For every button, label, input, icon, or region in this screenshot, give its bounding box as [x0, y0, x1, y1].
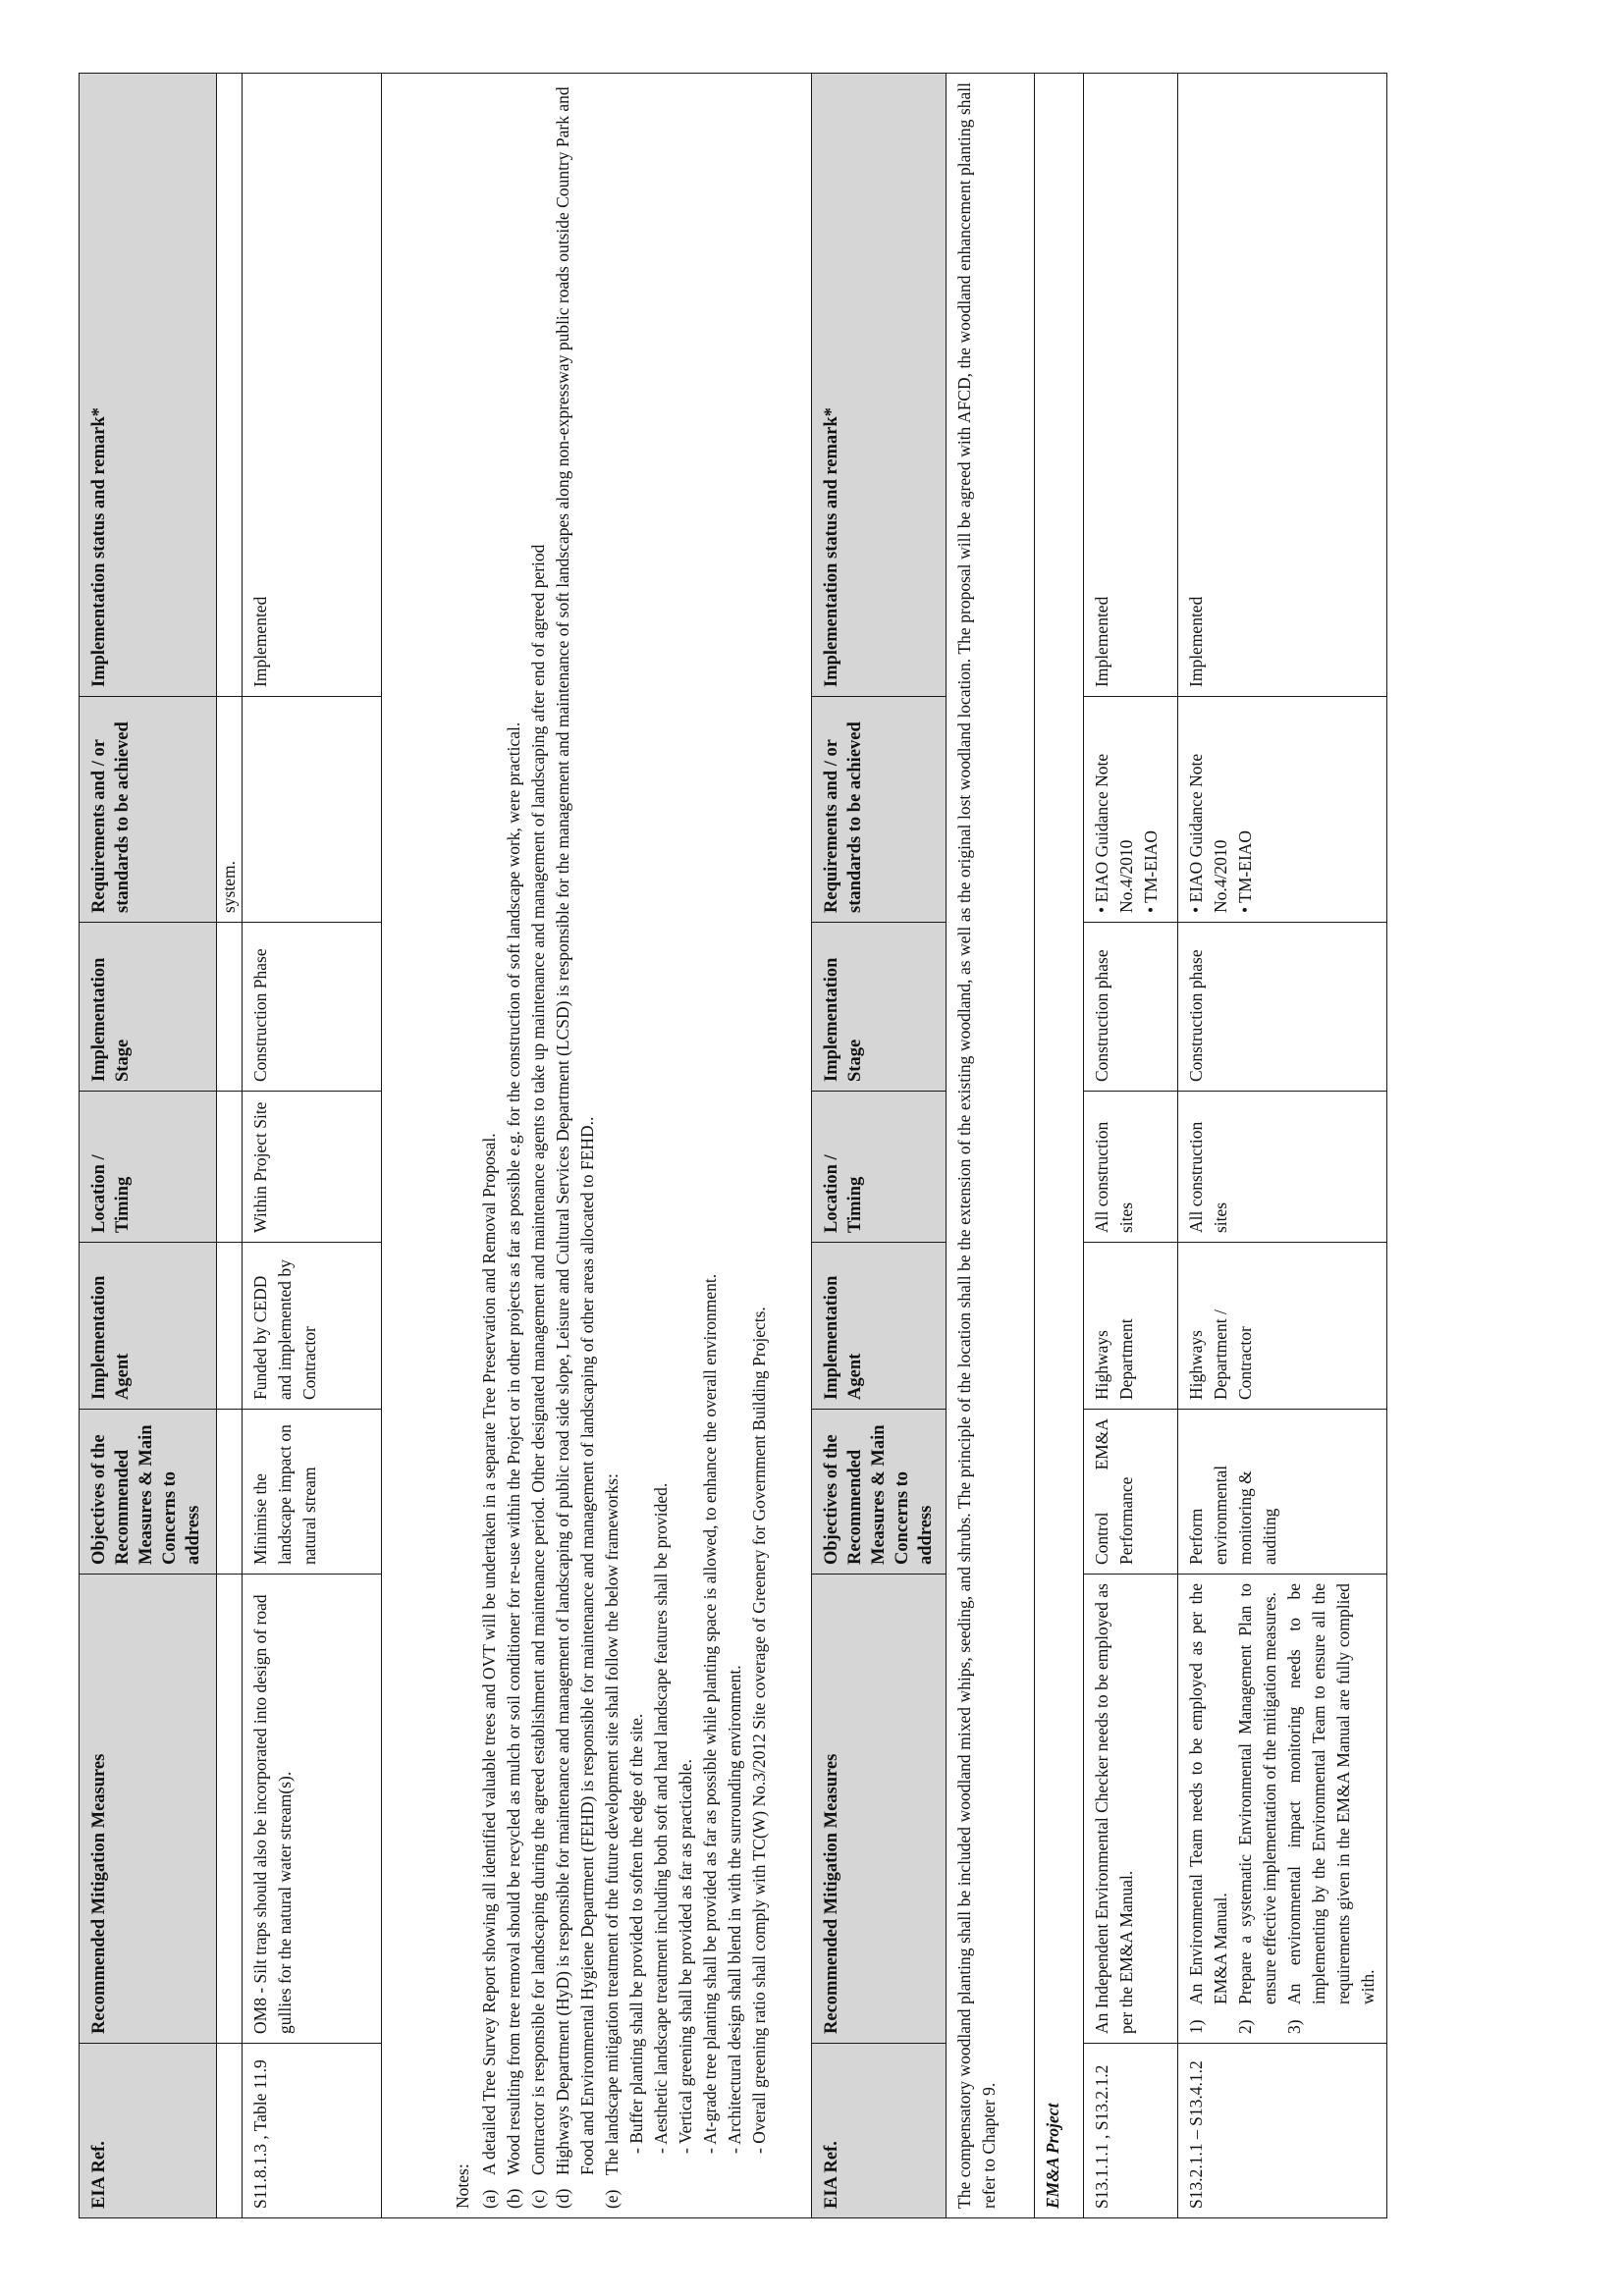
agent-cell: Funded by CEDD and implemented by Contractor	[243, 1243, 382, 1410]
note-text: A detailed Tree Survey Report showing all identified valuable trees and OVT will be undertaken in a separate Tree Preservation and Removal Proposal.	[479, 1133, 499, 2175]
requirement-item: • TM-EIAO	[1141, 829, 1161, 913]
blank-cell	[217, 1092, 243, 1243]
measure-cell: An Independent Environmental Checker needs to be employed as per the EM&A Manual.	[1084, 1575, 1178, 2044]
measure-number: 1)	[1186, 2019, 1206, 2034]
measure-text: Prepare a systematic Environmental Management Plan to ensure effective implementation of the mitigation measures.	[1235, 1583, 1279, 2004]
table-row	[1178, 74, 1387, 2218]
agent-cell: Highways Department	[1084, 1243, 1178, 1410]
framework-item: - Buffer planting shall be provided to soften the edge of the site.	[626, 1713, 646, 2154]
note-label: (b)	[504, 2188, 523, 2209]
framework-item: - Architectural design shall blend in with the surrounding environment.	[725, 1665, 744, 2154]
measure-text: An environmental impact monitoring needs to be implementing by the Environmental Team to ensure all the requirements given in the EM&A Manual are fully complied with.	[1284, 1583, 1378, 2004]
header-requirements: Requirements and / or standards to be achieved	[80, 697, 217, 923]
measure-text: An Environmental Team needs to be employed as per the EM&A Manual.	[1186, 1583, 1230, 2004]
location-cell: All construction sites	[1178, 1092, 1387, 1243]
table-row	[1084, 74, 1178, 2218]
framework-list	[624, 82, 772, 2209]
table-header-row	[80, 74, 217, 2218]
note-label: (c)	[528, 2189, 548, 2209]
objectives-cell: Control EM&A Performance	[1084, 1410, 1178, 1575]
measure-cell: OM8 - Silt traps should also be incorporated into design of road gullies for the natural water stream(s).	[243, 1575, 382, 2044]
note-label: (d)	[553, 2188, 572, 2209]
requirements-cell	[1178, 697, 1387, 923]
note-c	[526, 82, 551, 2209]
note-d	[551, 82, 600, 2209]
framework-item: - Overall greening ratio shall comply with TC(W) No.3/2012 Site coverage of Greenery for Government Building Projects.	[749, 1307, 769, 2154]
requirements-cell	[1084, 697, 1178, 923]
note-label: (e)	[602, 2189, 622, 2209]
numbered-measure	[1233, 1583, 1282, 2034]
eia-ref-cell: S13.2.1.1 – S13.4.1.2	[1178, 2044, 1387, 2218]
notes-heading: Notes:	[453, 2163, 472, 2209]
table-header-row-repeat	[812, 74, 947, 2218]
header-location: Location / Timing	[80, 1092, 217, 1243]
blank-cell	[217, 1410, 243, 1575]
numbered-measure	[1184, 1583, 1233, 2034]
requirement-item: • EIAO Guidance Note No.4/2010	[1186, 753, 1230, 913]
header-stage: Implementation Stage	[812, 923, 947, 1092]
stage-cell: Construction phase	[1178, 923, 1387, 1092]
location-cell: Within Project Site	[243, 1092, 382, 1243]
numbered-measure	[1282, 1583, 1380, 2034]
objectives-cell: Minimise the landscape impact on natural stream	[243, 1410, 382, 1575]
header-stage: Implementation Stage	[80, 923, 217, 1092]
header-location: Location / Timing	[812, 1092, 947, 1243]
woodland-note: The compensatory woodland planting shall be included woodland mixed whips, seeding, and shrubs. The principle of the location shall be the extension of the existing woodland, as well as the original lost woodland location. The proposal will be agreed with AFCD, the woodland enhancement planting shall refer to Chapter 9.	[947, 74, 1035, 2218]
note-text: Contractor is responsible for landscaping during the agreed establishment and maintenance period. Other designated management and maintenance agents to take up maintenance and management of landscaping after end of agreed period	[528, 544, 548, 2175]
measure-number: 3)	[1284, 2019, 1304, 2034]
blank-cell	[217, 1575, 243, 2044]
measure-number: 2)	[1235, 2019, 1255, 2034]
framework-item: - At-grade tree planting shall be provided as far as possible while planting space is allowed, to enhance the overall environment.	[700, 1273, 720, 2154]
status-cell: Implemented	[243, 74, 382, 697]
woodland-note-row	[947, 74, 1035, 2218]
header-eia-ref: EIA Ref.	[812, 2044, 947, 2218]
header-objectives: Objectives of the Recommended Measures & Main Concerns to address	[80, 1410, 217, 1575]
table-row	[217, 74, 243, 2218]
stage-cell: Construction Phase	[243, 923, 382, 1092]
measure-cell	[1178, 1575, 1387, 2044]
notes-row	[382, 74, 812, 2218]
blank-cell	[217, 1243, 243, 1410]
notes-cell	[382, 74, 812, 2218]
eia-ref-cell: S13.1.1.1 , S13.2.1.2	[1084, 2044, 1178, 2218]
blank-cell	[217, 74, 243, 697]
rotated-landscape-page	[79, 74, 1497, 2218]
blank-cell	[217, 923, 243, 1092]
requirement-item: • EIAO Guidance Note No.4/2010	[1092, 753, 1136, 913]
status-cell: Implemented	[1084, 74, 1178, 697]
header-requirements: Requirements and / or standards to be achieved	[812, 697, 947, 923]
note-text: The landscape mitigation treatment of the future development site shall follow the below frameworks:	[602, 1473, 622, 2175]
eia-ref-cell: S11.8.1.3 , Table 11.9	[243, 2044, 382, 2218]
carry-over-requirements: system.	[217, 697, 243, 923]
note-b	[502, 82, 526, 2209]
blank-cell	[217, 2044, 243, 2218]
status-cell: Implemented	[1178, 74, 1387, 697]
location-cell: All construction sites	[1084, 1092, 1178, 1243]
note-text: Wood resulting from tree removal should be recycled as mulch or soil conditioner for re-use within the Project or in other projects as far as possible e.g. for the construction of soft landscape work, were practical.	[504, 721, 523, 2175]
section-title-row	[1035, 74, 1084, 2218]
note-label: (a)	[479, 2189, 499, 2209]
framework-item: - Vertical greening shall be provided as far as practicable.	[676, 1758, 695, 2154]
note-a	[477, 82, 502, 2209]
section-title: EM&A Project	[1035, 74, 1084, 2218]
table-row	[243, 74, 382, 2218]
header-status: Implementation status and remark*	[812, 74, 947, 697]
stage-cell: Construction phase	[1084, 923, 1178, 1092]
agent-cell: Highways Department / Contractor	[1178, 1243, 1387, 1410]
header-agent: Implementation Agent	[812, 1243, 947, 1410]
header-eia-ref: EIA Ref.	[80, 2044, 217, 2218]
framework-item: - Aesthetic landscape treatment including both soft and hard landscape features shall be provided.	[651, 1482, 671, 2154]
header-agent: Implementation Agent	[80, 1243, 217, 1410]
header-measures: Recommended Mitigation Measures	[80, 1575, 217, 2044]
requirements-cell	[243, 697, 382, 923]
objectives-cell: Perform environmental monitoring & auditing	[1178, 1410, 1387, 1575]
mitigation-measures-table	[79, 73, 1387, 2218]
header-objectives: Objectives of the Recommended Measures & Main Concerns to address	[812, 1410, 947, 1575]
header-status: Implementation status and remark*	[80, 74, 217, 697]
header-measures: Recommended Mitigation Measures	[812, 1575, 947, 2044]
requirement-item: • TM-EIAO	[1235, 829, 1255, 913]
note-e	[600, 82, 624, 2209]
note-text: Highways Department (HyD) is responsible for maintenance and management of landscaping of public road side slope, Leisure and Cultural Services Department (LCSD) is responsible for the management and maintenance of soft landscapes along non-expressway public roads outside Country Park and Food and Environmental Hygiene Department (FEHD) is responsible for maintenance and management of landscaping of other areas allocated to FEHD..	[553, 86, 597, 2175]
